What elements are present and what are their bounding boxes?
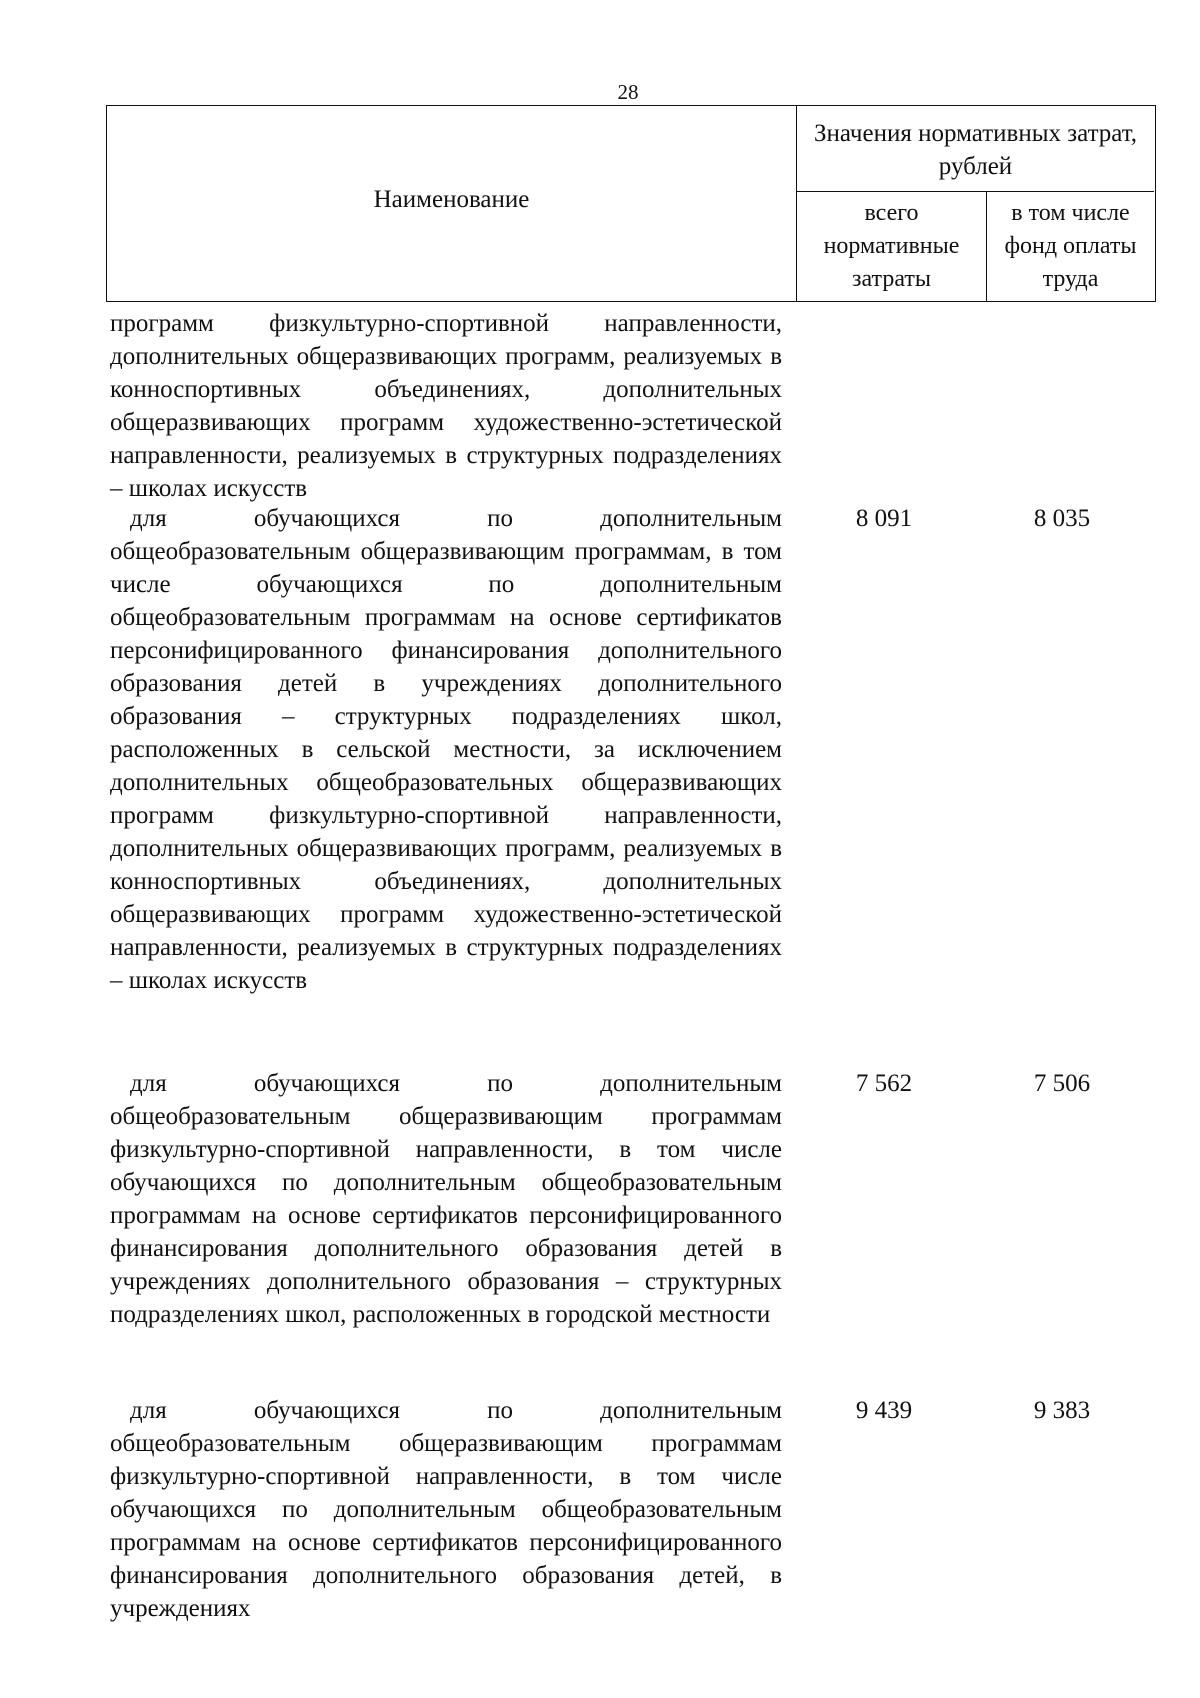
- header-name-column: Наименование: [107, 106, 797, 301]
- row-wage-fund-value: 9 383: [1033, 1397, 1091, 1424]
- page-number: 28: [617, 80, 639, 104]
- row-wage-fund-value: 7 506: [1033, 1070, 1091, 1097]
- header-values-group: Значения нормативных затрат, рублей: [797, 106, 1154, 192]
- row-text: для обучающихся по дополнительным общеобразовательным общеразвивающим программам физкультурно-спортивной направленности, в том числе обучающихся по дополнительным общеобразовательным программам на основе сертификатов персонифицированного финансирования дополнительного образования детей в учреждениях дополнительного образования – структурных подразделениях школ, расположенных в городской местности: [110, 1070, 782, 1328]
- header-wage-fund-column: в том числе фонд оплаты труда: [1004, 200, 1137, 292]
- row-text: для обучающихся по дополнительным общеобразовательным общеразвивающим программам, в том числе обучающихся по дополнительным общеобразовательным программам на основе сертификатов персонифицированного финансирования дополнительного образования детей в учреждениях дополнительного образования – структурных подразделениях школ, расположенных в сельской местности, за исключением дополнительных общеобразовательных общеразвивающих программ физкультурно-спортивной направленности, дополнительных общеразвивающих программ, реализуемых в конноспортивных объединениях, дополнительных общеразвивающих программ художественно-эстетической направленности, реализуемых в структурных подразделениях – школах искусств: [110, 505, 782, 994]
- row-text: для обучающихся по дополнительным общеобразовательным общеразвивающим программам физкультурно-спортивной направленности, в том числе обучающихся по дополнительным общеобразовательным программам на основе сертификатов персонифицированного финансирования дополнительного образования детей, в учреждениях: [110, 1397, 782, 1622]
- header-total-column: всего нормативные затраты: [797, 192, 987, 301]
- table-header: [106, 105, 1156, 302]
- row-total-value: 8 091: [855, 505, 913, 532]
- row-total-value: 7 562: [855, 1070, 913, 1097]
- row-wage-fund-value: 8 035: [1033, 505, 1091, 532]
- continuation-text: программ физкультурно-спортивной направленности, дополнительных общеразвивающих программ, реализуемых в конноспортивных объединениях, дополнительных общеразвивающих программ художественно-эстетической направленности, реализуемых в структурных подразделениях – школах искусств: [110, 310, 782, 502]
- row-total-value: 9 439: [855, 1397, 913, 1424]
